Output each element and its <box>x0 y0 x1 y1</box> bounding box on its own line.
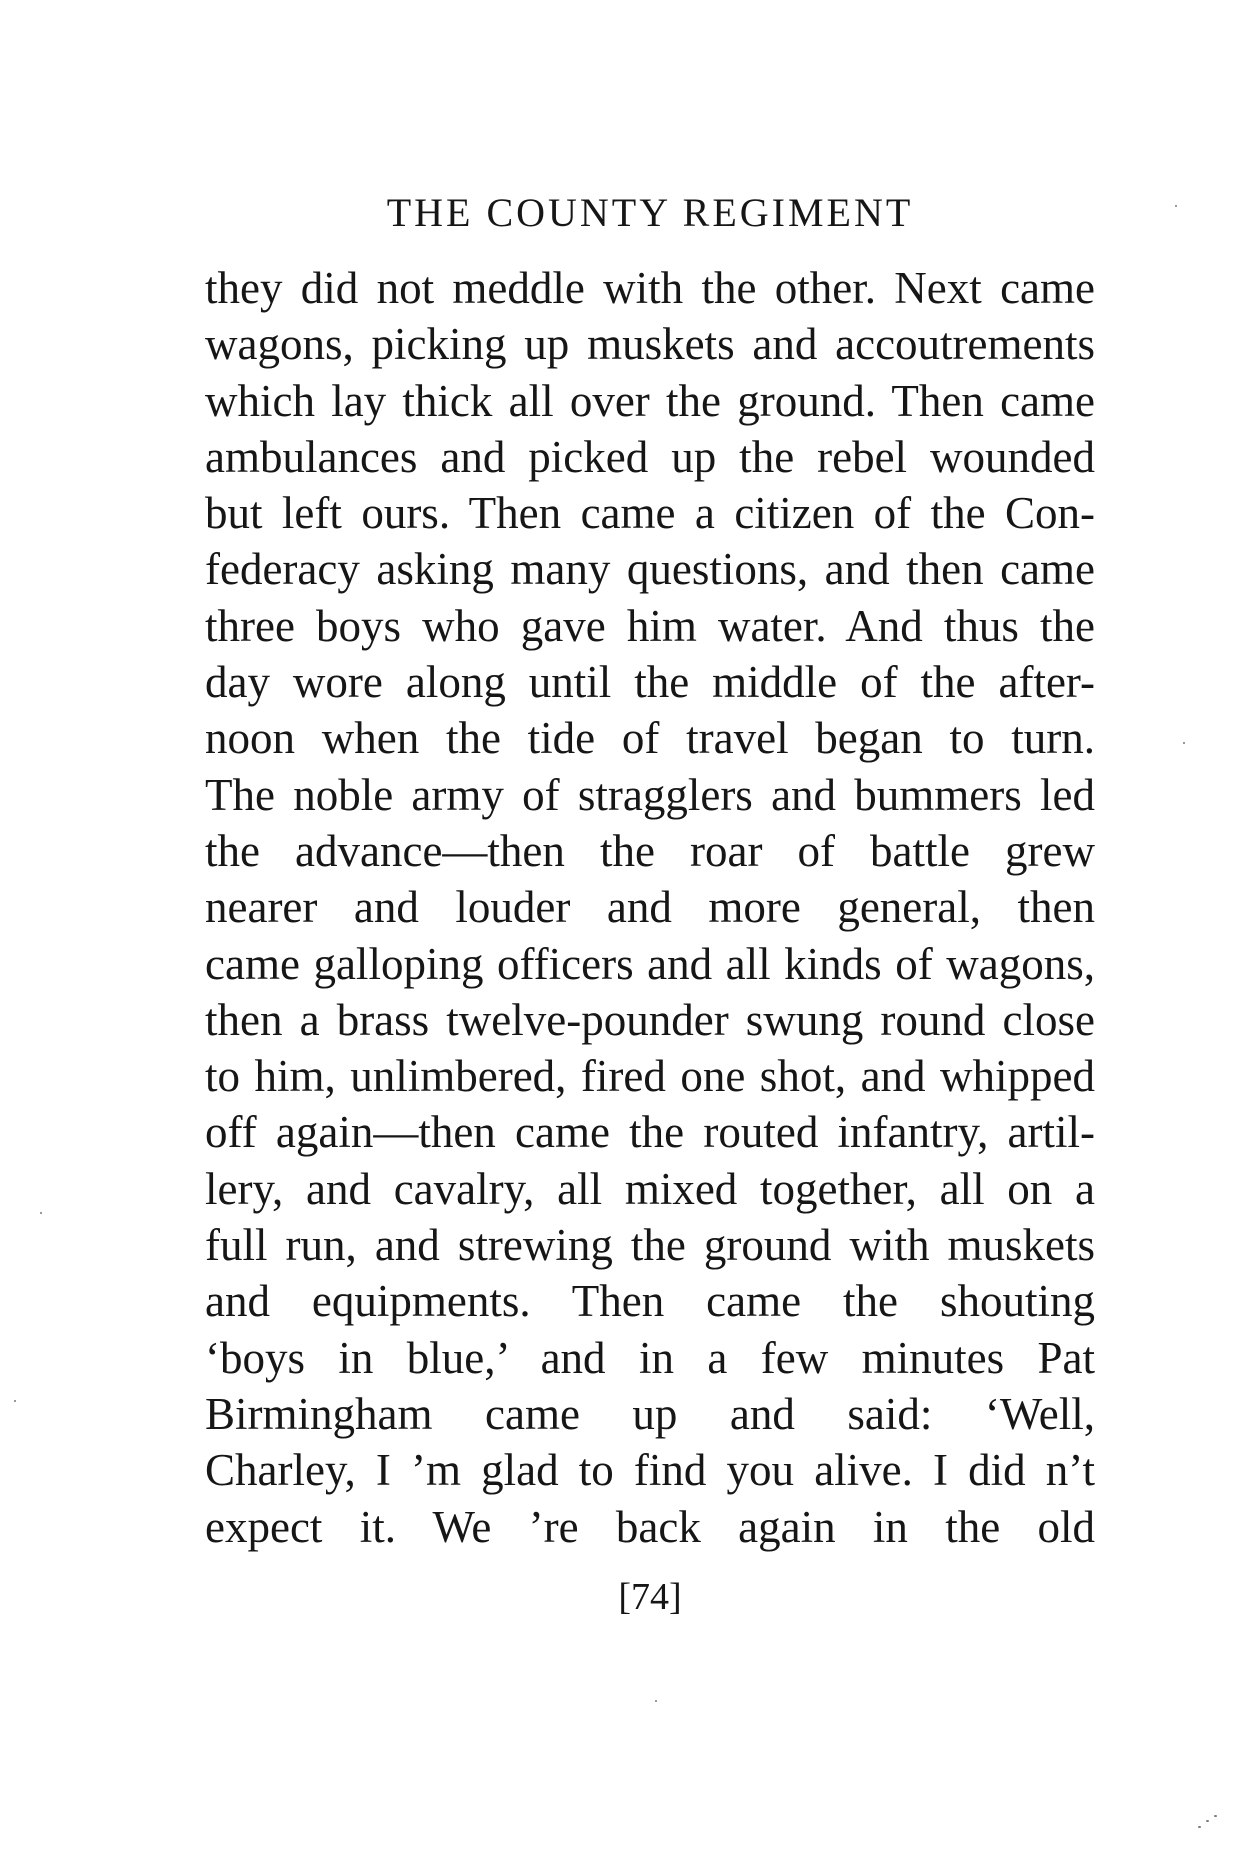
text-line: which lay thick all over the ground. Then came <box>205 375 1095 426</box>
text-line: to him, unlimbered, fired one shot, and whipped <box>205 1051 1095 1102</box>
text-line: lery, and cavalry, all mixed together, all on a <box>205 1163 1095 1214</box>
text-line: then a brass twelve-pounder swung round close <box>205 994 1095 1045</box>
body-text <box>205 260 1095 1555</box>
text-line: ambulances and picked up the rebel wounded <box>205 431 1095 482</box>
scan-speck <box>1198 1826 1201 1828</box>
running-head: THE COUNTY REGIMENT <box>386 190 914 235</box>
text-line: full run, and strewing the ground with muskets <box>205 1220 1095 1271</box>
text-line: wagons, picking up muskets and accoutrements <box>205 319 1095 370</box>
text-line: Charley, I ’m glad to find you alive. I did n’t <box>205 1445 1095 1496</box>
text-line: they did not meddle with the other. Next came <box>205 263 1095 313</box>
text-line: expect it. We ’re back again in the old <box>205 1501 1095 1552</box>
scan-speck <box>1183 742 1185 744</box>
text-line: and equipments. Then came the shouting <box>205 1276 1095 1327</box>
text-line: three boys who gave him water. And thus the <box>205 600 1095 651</box>
page-number: [74] <box>618 1576 682 1618</box>
text-line: day wore along until the middle of the after- <box>205 657 1095 708</box>
text-line: federacy asking many questions, and then came <box>205 544 1095 595</box>
scan-speck <box>1206 1820 1209 1822</box>
text-line: Birmingham came up and said: ‘Well, <box>205 1388 1095 1439</box>
scan-speck <box>40 1212 42 1214</box>
text-line: nearer and louder and more general, then <box>205 882 1095 933</box>
text-line: noon when the tide of travel began to turn. <box>205 713 1095 764</box>
text-line: The noble army of stragglers and bummers led <box>205 769 1095 820</box>
text-line: came galloping officers and all kinds of wagons, <box>205 938 1095 989</box>
scan-speck <box>655 1700 657 1702</box>
scan-speck <box>1214 1815 1217 1817</box>
scan-speck <box>14 1400 16 1402</box>
text-line: the advance—then the roar of battle grew <box>205 825 1095 876</box>
text-line: but left ours. Then came a citizen of the Con- <box>205 488 1095 539</box>
text-line: ‘boys in blue,’ and in a few minutes Pat <box>205 1332 1095 1383</box>
text-line: off again—then came the routed infantry, artil- <box>205 1107 1095 1158</box>
scan-speck <box>1175 205 1177 207</box>
